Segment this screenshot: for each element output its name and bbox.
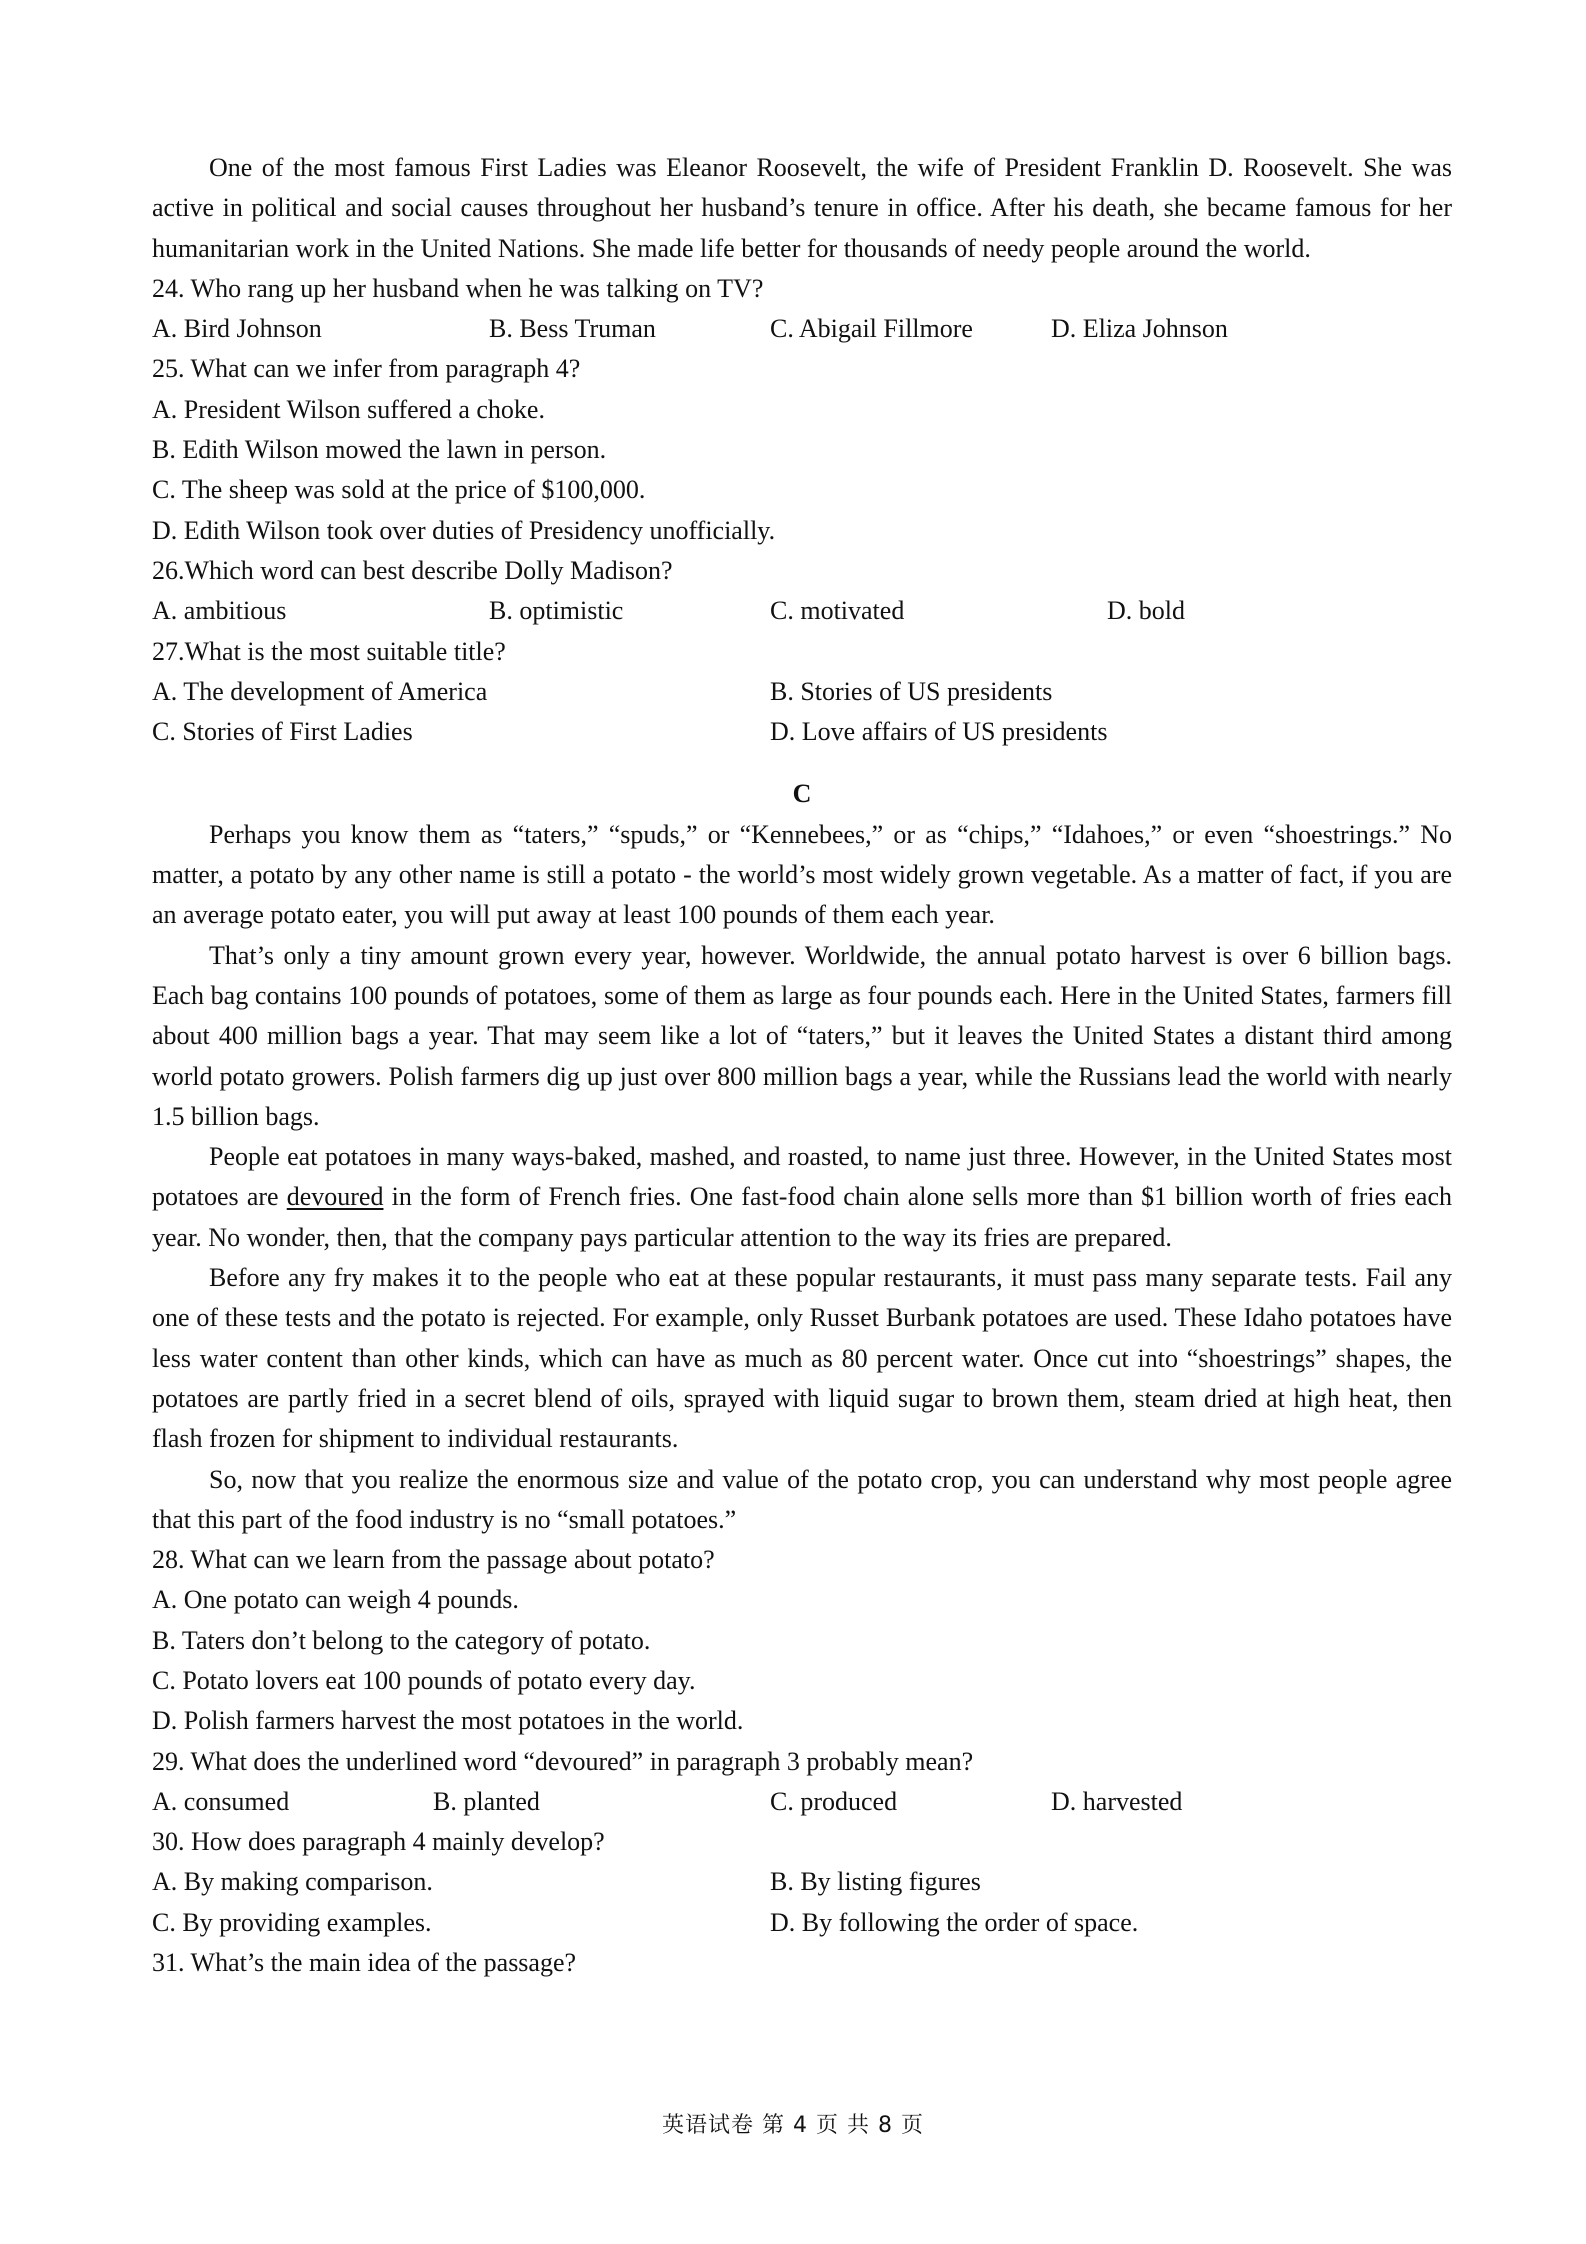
section-c-paragraph-3	[152, 1137, 1452, 1258]
question-30-option-b[interactable]: B. By listing figures	[770, 1867, 981, 1897]
question-29-option-d[interactable]: D. harvested	[1051, 1786, 1183, 1816]
exam-page	[152, 148, 1452, 1983]
question-28-option-c[interactable]: C. Potato lovers eat 100 pounds of potato every day.	[152, 1665, 696, 1695]
question-28-stem: 28. What can we learn from the passage about potato?	[152, 1545, 715, 1575]
paragraph-3-text-before: People eat potatoes in many ways-baked, mashed, and roasted, to name just three. However, in the United States most potatoes are	[152, 1142, 1452, 1212]
question-26-option-c[interactable]: C. motivated	[770, 596, 905, 626]
question-26-options	[152, 591, 1452, 631]
question-24-options	[152, 309, 1452, 349]
question-31-stem: 31. What’s the main idea of the passage?	[152, 1948, 577, 1978]
paragraph-3-text-after: in the form of French fries. One fast-food chain alone sells more than $1 billion worth of fries each year. No wonder, then, that the company pays particular attention to the way its fries are prepared.	[152, 1182, 1452, 1252]
question-27-options-row2	[152, 712, 1452, 752]
question-30-option-a[interactable]: A. By making comparison.	[152, 1867, 433, 1897]
question-24-option-b[interactable]: B. Bess Truman	[489, 314, 656, 344]
question-24-stem: 24. Who rang up her husband when he was talking on TV?	[152, 273, 764, 303]
question-27-options-row1	[152, 672, 1452, 712]
question-25-option-d[interactable]: D. Edith Wilson took over duties of Presidency unofficially.	[152, 515, 776, 545]
question-28-option-d[interactable]: D. Polish farmers harvest the most potatoes in the world.	[152, 1706, 744, 1736]
section-c-paragraph-2: That’s only a tiny amount grown every year, however. Worldwide, the annual potato harvest is over 6 billion bags. Each bag contains 100 pounds of potatoes, some of them as large as four pounds each. Here in the United States, farmers fill about 400 million bags a year. That may seem like a lot of “taters,” but it leaves the United States a distant third among world potato growers. Polish farmers dig up just over 800 million bags a year, while the Russians lead the world with nearly 1.5 billion bags.	[152, 940, 1452, 1131]
section-c-paragraph-4: Before any fry makes it to the people who eat at these popular restaurants, it must pass many separate tests. Fail any one of these tests and the potato is rejected. For example, only Russet Burbank potatoes are used. These Idaho potatoes have less water content than other kinds, which can have as much as 80 percent water. Once cut into “shoestrings” shapes, the potatoes are partly fried in a secret blend of oils, sprayed with liquid sugar to brown them, steam dried at high heat, then flash frozen for shipment to individual restaurants.	[152, 1263, 1452, 1454]
question-26-stem: 26.Which word can best describe Dolly Madison?	[152, 555, 673, 585]
question-29-option-c[interactable]: C. produced	[770, 1786, 898, 1816]
question-25-option-a[interactable]: A. President Wilson suffered a choke.	[152, 394, 545, 424]
question-30-options-row1	[152, 1862, 1452, 1902]
question-24-option-c[interactable]: C. Abigail Fillmore	[770, 314, 973, 344]
question-28-option-b[interactable]: B. Taters don’t belong to the category of potato.	[152, 1625, 651, 1655]
question-25-option-c[interactable]: C. The sheep was sold at the price of $100,000.	[152, 475, 646, 505]
question-24-option-a[interactable]: A. Bird Johnson	[152, 314, 322, 344]
question-30-option-d[interactable]: D. By following the order of space.	[770, 1907, 1139, 1937]
question-30-stem: 30. How does paragraph 4 mainly develop?	[152, 1827, 605, 1857]
question-28-option-a[interactable]: A. One potato can weigh 4 pounds.	[152, 1585, 519, 1615]
section-c-paragraph-5: So, now that you realize the enormous size and value of the potato crop, you can understand why most people agree that this part of the food industry is no “small potatoes.”	[152, 1464, 1452, 1534]
page-footer: 英语试卷 第 4 页 共 8 页	[662, 2113, 924, 2138]
paragraph-eleanor-roosevelt: One of the most famous First Ladies was Eleanor Roosevelt, the wife of President Franklin D. Roosevelt. She was active in political and social causes throughout her husband’s tenure in office. After his death, she became famous for her humanitarian work in the United Nations. She made life better for thousands of needy people around the world.	[152, 153, 1452, 263]
question-27-option-c[interactable]: C. Stories of First Ladies	[152, 717, 413, 747]
underlined-word-devoured: devoured	[286, 1182, 384, 1212]
question-27-option-b[interactable]: B. Stories of US presidents	[770, 676, 1053, 706]
question-25-stem: 25. What can we infer from paragraph 4?	[152, 354, 581, 384]
question-26-option-b[interactable]: B. optimistic	[489, 596, 624, 626]
question-30-option-c[interactable]: C. By providing examples.	[152, 1907, 432, 1937]
question-29-stem: 29. What does the underlined word “devoured” in paragraph 3 probably mean?	[152, 1746, 974, 1776]
question-27-option-a[interactable]: A. The development of America	[152, 676, 488, 706]
question-26-option-d[interactable]: D. bold	[1107, 596, 1185, 626]
section-c-paragraph-1: Perhaps you know them as “taters,” “spuds,” or “Kennebees,” or as “chips,” “Idahoes,” or even “shoestrings.” No matter, a potato by any other name is still a potato - the world’s most widely grown vegetable. As a matter of fact, if you are an average potato eater, you will put away at least 100 pounds of them each year.	[152, 819, 1452, 930]
question-29-option-a[interactable]: A. consumed	[152, 1786, 290, 1816]
section-c-heading: C	[792, 779, 812, 809]
question-29-option-b[interactable]: B. planted	[433, 1786, 540, 1816]
question-26-option-a[interactable]: A. ambitious	[152, 596, 287, 626]
question-24-option-d[interactable]: D. Eliza Johnson	[1051, 314, 1228, 344]
question-25-option-b[interactable]: B. Edith Wilson mowed the lawn in person.	[152, 435, 607, 465]
question-27-option-d[interactable]: D. Love affairs of US presidents	[770, 717, 1108, 747]
question-29-options	[152, 1782, 1452, 1822]
question-27-stem: 27.What is the most suitable title?	[152, 636, 506, 666]
question-30-options-row2	[152, 1903, 1452, 1943]
